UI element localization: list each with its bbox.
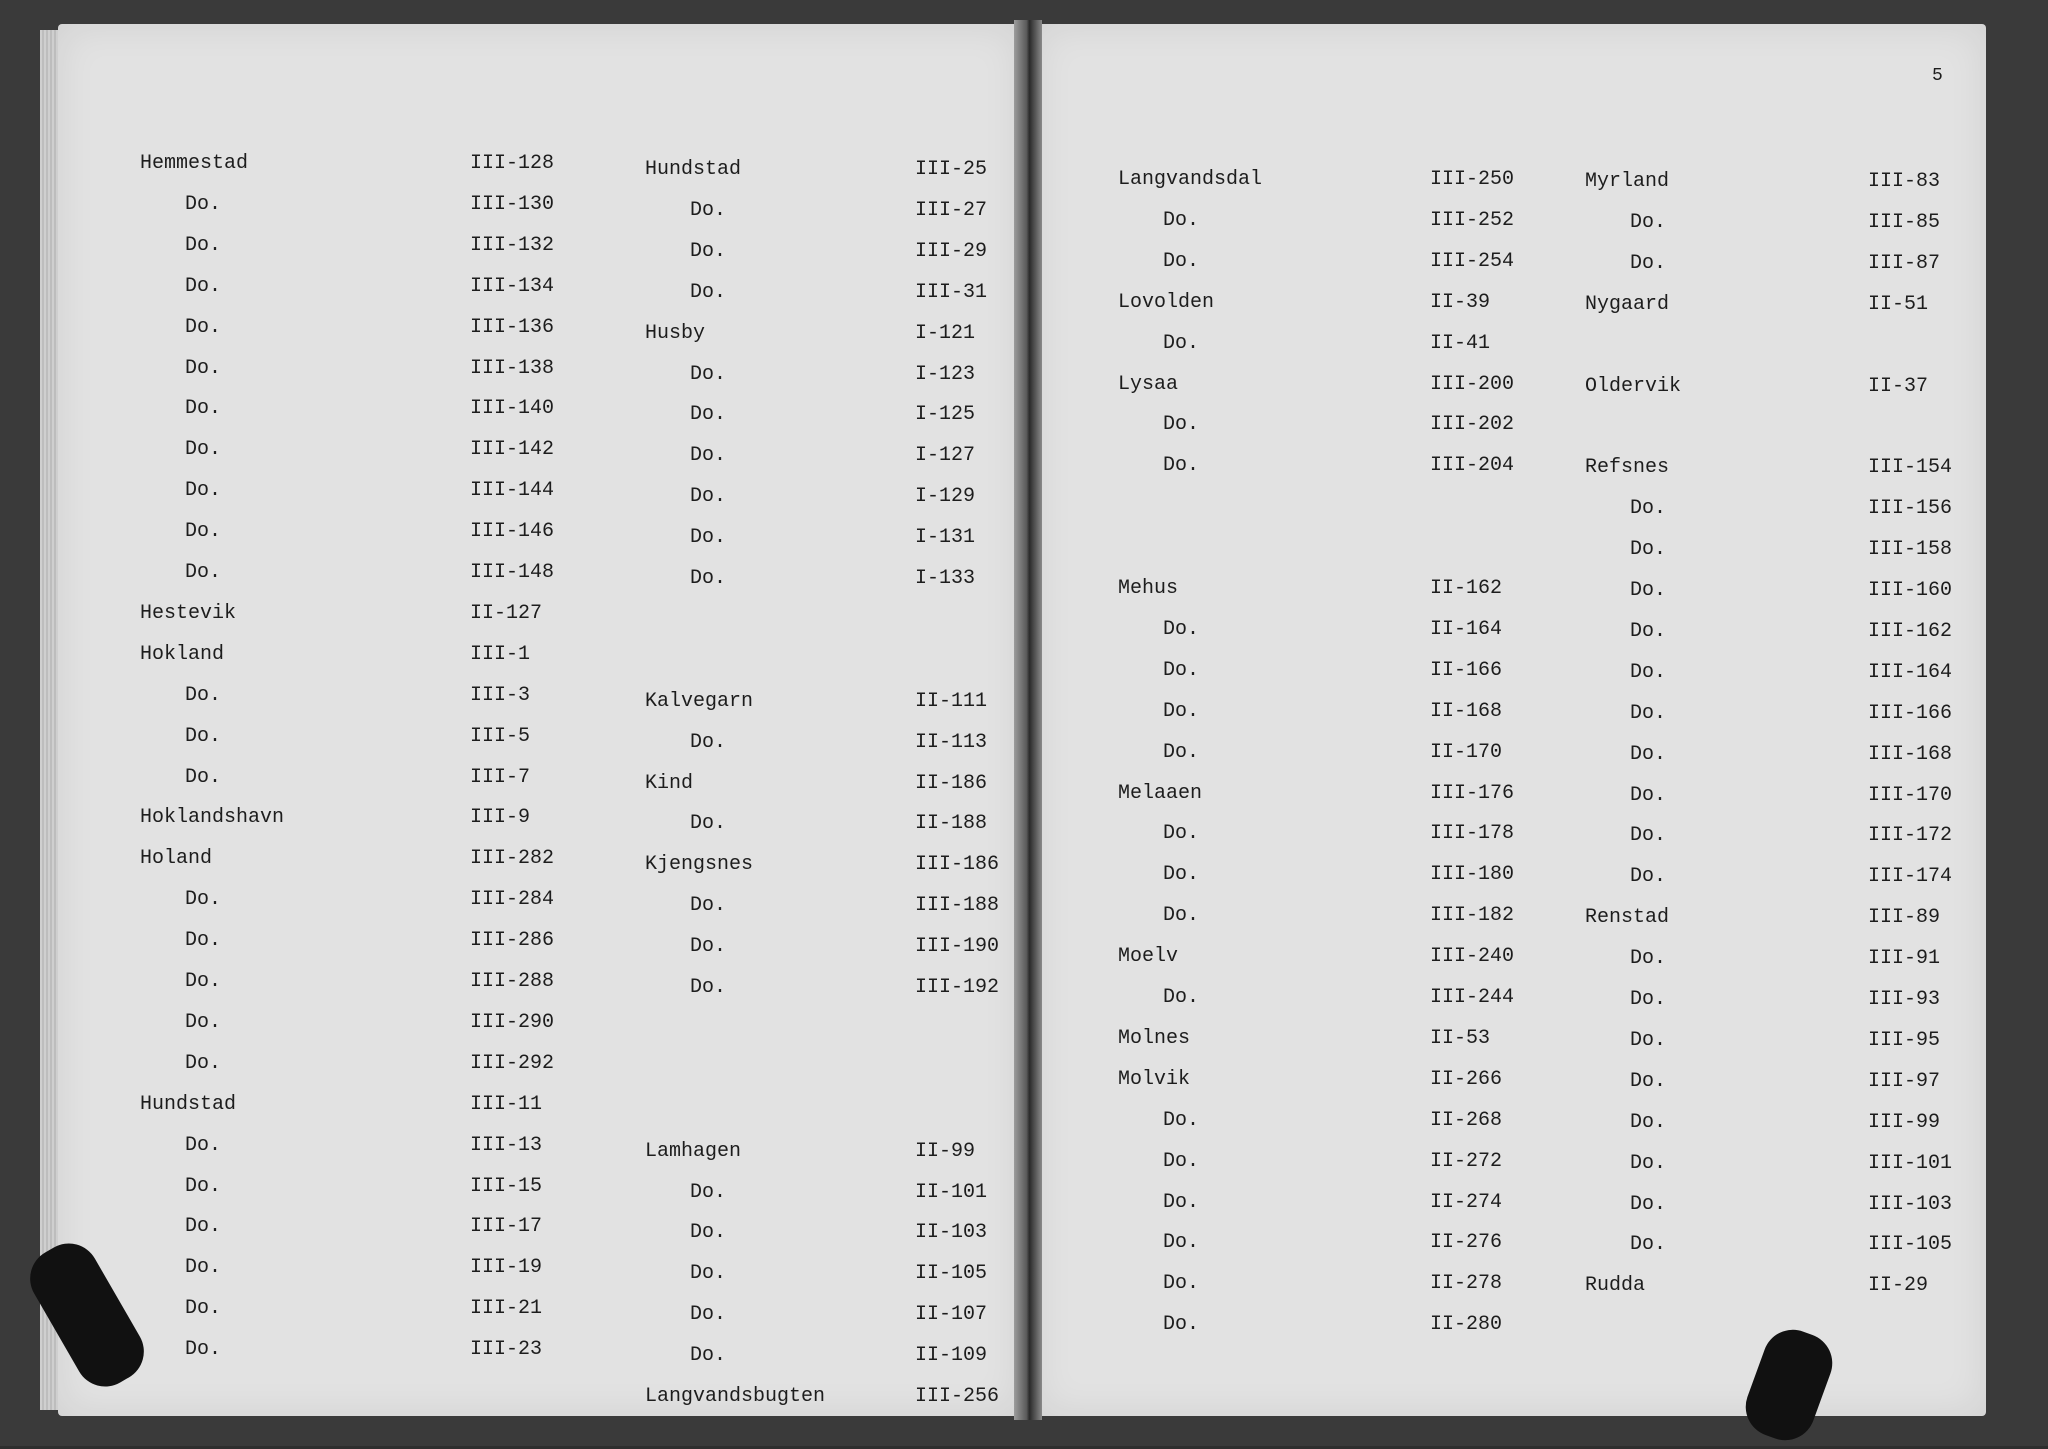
entry-reference: II-99 [915,1139,976,1163]
entry-reference: III-256 [915,1385,1000,1408]
entry-place-name: Do. [185,438,222,462]
entry-place-name: Do. [1163,1231,1200,1255]
entry-reference: III-29 [915,239,988,263]
entry-reference: III-290 [470,1010,555,1034]
entry-reference: III-186 [915,853,1000,877]
entry-place-name: Do. [1630,251,1667,275]
entry-place-name: Molnes [1118,1026,1191,1050]
entry-reference: III-83 [1868,170,1941,193]
entry-reference: III-11 [470,1092,543,1116]
entry-reference: III-288 [470,970,555,993]
entry-place-name: Do. [1163,454,1200,478]
entry-place-name: Do. [1163,863,1200,887]
entry-reference: II-127 [470,601,543,625]
entry-place-name: Do. [185,397,222,421]
entry-reference: III-27 [915,198,988,222]
entry-reference: III-105 [1868,1233,1953,1257]
entry-reference: III-136 [470,315,555,339]
entry-place-name: Do. [690,444,727,468]
entry-place-name: Do. [185,233,222,257]
entry-place-name: Do. [1630,947,1667,971]
entry-place-name: Do. [185,929,222,953]
entry-reference: III-134 [470,274,555,298]
entry-reference: III-286 [470,929,555,953]
entry-place-name: Do. [690,239,727,263]
entry-place-name: Do. [185,888,222,912]
entry-reference: II-186 [915,771,988,795]
entry-reference: III-174 [1868,865,1953,889]
entry-reference: III-176 [1430,781,1515,805]
entry-place-name: Do. [1163,1149,1200,1173]
entry-place-name: Do. [1630,1110,1667,1134]
entry-reference: II-103 [915,1221,988,1245]
entry-place-name: Do. [1163,1272,1200,1296]
entry-place-name: Do. [690,1303,727,1327]
entry-place-name: Do. [185,561,222,584]
entry-reference: II-188 [915,812,988,836]
entry-reference: III-252 [1430,208,1515,232]
entry-place-name: Do. [690,567,727,590]
entry-reference: III-15 [470,1174,543,1198]
entry-reference: III-95 [1868,1028,1941,1052]
entry-place-name: Refsnes [1585,456,1670,480]
entry-reference: III-130 [470,192,555,216]
entry-reference: III-7 [470,765,531,789]
entry-reference: III-128 [470,152,555,175]
entry-place-name: Do. [1630,742,1667,766]
entry-reference: II-268 [1430,1108,1503,1132]
entry-reference: III-1 [470,642,531,666]
entry-reference: II-53 [1430,1026,1491,1050]
entry-place-name: Do. [690,812,727,836]
entry-place-name: Do. [185,274,222,298]
entry-reference: III-168 [1868,742,1953,766]
entry-reference: II-164 [1430,617,1503,641]
entry-place-name: Do. [1163,822,1200,846]
entry-reference: III-166 [1868,701,1953,725]
entry-place-name: Do. [1163,331,1200,355]
entry-place-name: Do. [1630,1233,1667,1257]
entry-reference: III-142 [470,438,555,462]
entry-place-name: Do. [1163,1108,1200,1132]
entry-place-name: Mehus [1118,577,1179,600]
entry-reference: III-103 [1868,1192,1953,1216]
entry-reference: I-125 [915,403,976,427]
entry-reference: III-180 [1430,863,1515,887]
entry-place-name: Do. [1163,1313,1200,1337]
entry-reference: II-276 [1430,1231,1503,1255]
entry-reference: II-166 [1430,658,1503,682]
left-page [58,24,1020,1416]
entry-place-name: Melaaen [1118,781,1203,805]
entry-reference: III-31 [915,280,988,304]
entry-reference: III-138 [470,356,555,380]
entry-place-name: Do. [1163,986,1200,1009]
entry-place-name: Do. [690,976,727,999]
entry-reference: I-129 [915,485,976,509]
entry-reference: II-162 [1430,577,1503,600]
entry-reference: III-101 [1868,1151,1953,1175]
entry-place-name: Do. [185,970,222,993]
entry-place-name: Do. [690,1344,727,1368]
entry-reference: III-9 [470,806,531,830]
entry-reference: II-274 [1430,1190,1503,1214]
entry-place-name: Lysaa [1118,372,1179,396]
entry-place-name: Do. [690,403,727,427]
entry-reference: III-17 [470,1215,543,1239]
entry-place-name: Do. [185,1256,222,1280]
entry-reference: III-148 [470,561,555,584]
entry-reference: III-284 [470,888,555,912]
entry-reference: III-158 [1868,538,1953,562]
entry-place-name: Do. [185,1051,222,1075]
entry-place-name: Do. [1630,579,1667,602]
entry-reference: II-109 [915,1344,988,1368]
entry-place-name: Do. [1630,1069,1667,1093]
entry-reference: III-23 [470,1338,543,1362]
entry-reference: II-272 [1430,1149,1503,1173]
entry-reference: III-200 [1430,372,1515,396]
entry-place-name: Do. [1630,1192,1667,1216]
book-spine [1014,20,1042,1420]
entry-place-name: Holand [140,847,213,871]
entry-place-name: Do. [185,1010,222,1034]
page-number: 5 [1932,66,1943,86]
entry-place-name: Do. [1630,1151,1667,1175]
entry-reference: II-51 [1868,292,1929,316]
entry-reference: II-170 [1430,740,1503,764]
entry-reference: I-127 [915,444,976,468]
entry-place-name: Husby [645,321,706,345]
entry-place-name: Do. [185,1174,222,1198]
entry-reference: III-146 [470,520,555,544]
entry-place-name: Do. [1163,617,1200,641]
entry-reference: III-99 [1868,1110,1941,1134]
entry-place-name: Do. [1630,865,1667,889]
entry-place-name: Do. [690,1262,727,1286]
entry-reference: II-280 [1430,1313,1503,1337]
entry-place-name: Renstad [1585,906,1670,930]
entry-place-name: Hestevik [140,601,237,625]
entry-place-name: Do. [1163,208,1200,232]
entry-place-name: Do. [1163,904,1200,928]
entry-place-name: Do. [1163,699,1200,723]
entry-place-name: Do. [690,485,727,509]
entry-place-name: Do. [185,356,222,380]
entry-place-name: Do. [690,894,727,918]
entry-place-name: Kalvegarn [645,689,754,713]
entry-reference: III-13 [470,1133,543,1157]
entry-place-name: Langvandsbugten [645,1385,826,1408]
entry-reference: III-160 [1868,579,1953,602]
entry-reference: II-101 [915,1180,988,1204]
entry-place-name: Do. [1163,740,1200,764]
entry-place-name: Langvandsdal [1118,168,1263,191]
entry-place-name: Lamhagen [645,1139,742,1163]
entry-place-name: Do. [690,1221,727,1245]
entry-reference: III-25 [915,158,988,181]
entry-place-name: Hoklandshavn [140,806,285,830]
entry-reference: III-140 [470,397,555,421]
entry-reference: I-133 [915,567,976,590]
entry-reference: III-202 [1430,413,1515,437]
entry-place-name: Do. [185,479,222,503]
entry-place-name: Molvik [1118,1067,1191,1091]
entry-place-name: Kind [645,771,694,795]
entry-place-name: Do. [1630,660,1667,684]
entry-place-name: Do. [185,1215,222,1239]
entry-place-name: Do. [1630,824,1667,848]
entry-reference: II-168 [1430,699,1503,723]
entry-reference: I-131 [915,526,976,550]
entry-place-name: Do. [185,315,222,339]
entry-reference: III-292 [470,1051,555,1075]
entry-place-name: Do. [1630,701,1667,725]
entry-place-name: Hundstad [645,158,742,181]
entry-reference: III-87 [1868,251,1941,275]
entry-place-name: Do. [690,280,727,304]
entry-place-name: Do. [185,724,222,748]
entry-place-name: Rudda [1585,1274,1646,1298]
entry-reference: III-97 [1868,1069,1941,1093]
entry-place-name: Do. [1630,619,1667,643]
entry-reference: III-172 [1868,824,1953,848]
entry-reference: II-29 [1868,1274,1929,1298]
entry-place-name: Do. [690,362,727,386]
entry-reference: I-123 [915,362,976,386]
entry-place-name: Do. [185,683,222,707]
entry-place-name: Do. [185,765,222,789]
entry-reference: II-39 [1430,290,1491,314]
entry-reference: III-170 [1868,783,1953,807]
entry-reference: II-107 [915,1303,988,1327]
entry-place-name: Do. [690,526,727,550]
entry-place-name: Hemmestad [140,152,249,175]
entry-place-name: Do. [1630,1028,1667,1052]
entry-place-name: Do. [1630,497,1667,521]
entry-reference: II-41 [1430,331,1491,355]
entry-reference: III-182 [1430,904,1515,928]
entry-place-name: Do. [185,520,222,544]
entry-reference: II-111 [915,689,988,713]
entry-place-name: Do. [185,192,222,216]
entry-reference: III-240 [1430,945,1515,969]
entry-reference: III-162 [1868,619,1953,643]
entry-place-name: Myrland [1585,170,1670,193]
entry-place-name: Hokland [140,642,225,666]
entry-place-name: Do. [1630,783,1667,807]
entry-place-name: Kjengsnes [645,853,754,877]
entry-reference: III-89 [1868,906,1941,930]
entry-place-name: Do. [185,1297,222,1321]
entry-reference: III-132 [470,233,555,257]
entry-reference: III-204 [1430,454,1515,478]
entry-place-name: Do. [185,1338,222,1362]
entry-place-name: Nygaard [1585,292,1670,316]
entry-reference: II-266 [1430,1067,1503,1091]
entry-reference: III-190 [915,935,1000,959]
entry-reference: III-19 [470,1256,543,1280]
entry-reference: II-105 [915,1262,988,1286]
entry-reference: III-156 [1868,497,1953,521]
entry-place-name: Do. [1630,210,1667,234]
entry-reference: II-278 [1430,1272,1503,1296]
entry-reference: III-192 [915,976,1000,999]
entry-reference: III-3 [470,683,531,707]
entry-place-name: Lovolden [1118,290,1215,314]
entry-reference: III-254 [1430,249,1515,273]
entry-reference: III-178 [1430,822,1515,846]
entry-reference: II-37 [1868,374,1929,398]
entry-place-name: Do. [690,198,727,222]
entry-reference: III-154 [1868,456,1953,480]
entry-reference: I-121 [915,321,976,345]
entry-reference: III-93 [1868,988,1941,1011]
entry-reference: III-91 [1868,947,1941,971]
entry-reference: III-244 [1430,986,1515,1009]
entry-place-name: Do. [185,1133,222,1157]
entry-place-name: Do. [690,935,727,959]
entry-reference: III-282 [470,847,555,871]
entry-reference: II-113 [915,730,988,754]
entry-place-name: Do. [1163,413,1200,437]
entry-reference: III-188 [915,894,1000,918]
entry-place-name: Do. [690,1180,727,1204]
entry-place-name: Hundstad [140,1092,237,1116]
entry-place-name: Moelv [1118,945,1179,969]
entry-reference: III-21 [470,1297,543,1321]
entry-place-name: Do. [1630,538,1667,562]
entry-reference: III-164 [1868,660,1953,684]
entry-reference: III-144 [470,479,555,503]
entry-place-name: Do. [1163,1190,1200,1214]
entry-place-name: Do. [690,730,727,754]
entry-place-name: Oldervik [1585,374,1682,398]
entry-reference: III-85 [1868,210,1941,234]
entry-place-name: Do. [1163,658,1200,682]
entry-place-name: Do. [1163,249,1200,273]
entry-place-name: Do. [1630,988,1667,1011]
entry-reference: III-5 [470,724,531,748]
entry-reference: III-250 [1430,168,1515,191]
